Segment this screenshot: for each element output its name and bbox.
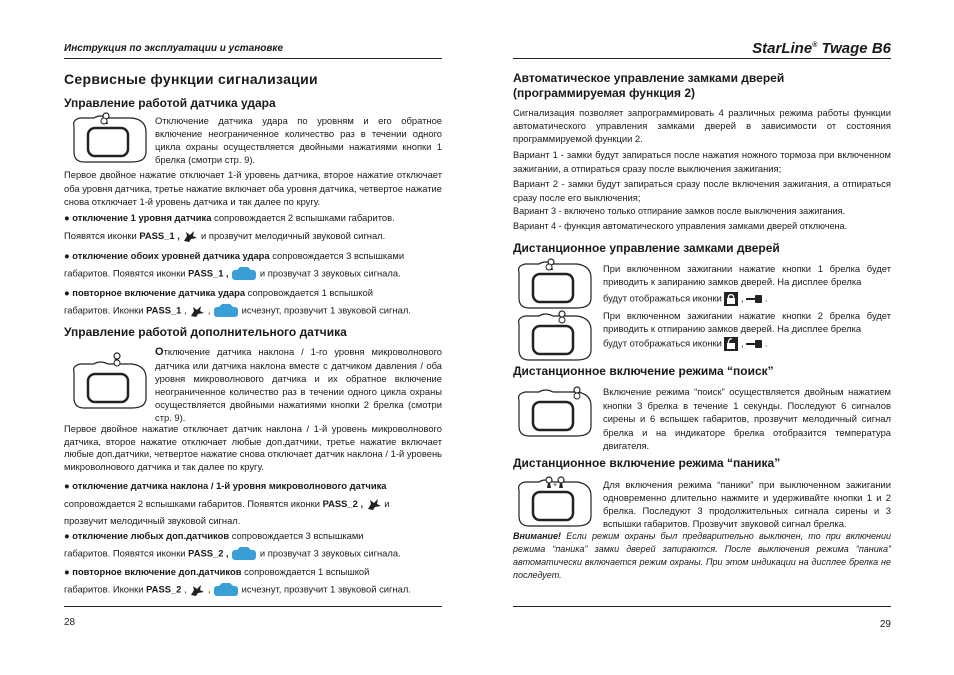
sensor-icon [189,584,205,597]
text: сопровождается 3 вспышками [229,530,364,541]
extra-bullet-2 [64,530,364,541]
text: сопровождается 1 вспышкой [241,566,370,577]
page-number: 29 [879,619,891,630]
lock-closed-icon [724,292,738,306]
bullet-dot: ● [64,287,73,298]
header-rule [513,58,891,59]
variant-1: Вариант 1 - замки будут запираться после нажатия ножного тормоза при включенном зажигании, а отпираться сразу после выключения зажигания; [513,149,891,174]
shock-bullet-3 [64,287,373,298]
key-fob-icon [515,386,595,438]
key-icon [746,340,762,348]
header-rule [64,58,442,59]
search-mode-heading: Дистанционное включение режима “поиск” [513,364,774,378]
shock-sensor-heading: Управление работой датчика удара [64,96,276,110]
text: Появятся иконки [64,230,140,241]
bold-label: отключение обоих уровней датчика удара [72,250,270,261]
key-fob-icon [515,474,595,528]
shock-bullet-1-line2 [64,230,385,243]
key-fob-icon [70,350,150,410]
drop-cap: О [155,346,164,358]
unlock-icons-line: будут отображаться иконки , . [603,337,767,351]
text: будут отображаться иконки [603,337,722,349]
key-fob-icon [70,112,150,164]
sensor-icon [366,498,382,511]
left-page [64,0,442,675]
shock-bullet-2-line2 [64,267,401,281]
registered-mark: ® [812,42,818,49]
key-fob-icon [515,310,595,362]
text: и [384,498,390,509]
auto-locks-intro: Сигнализация позволяет запрограммировать 4 различных режима работы функции автоматического управления замками дверей в зависимости от состояния программируемой функции 2. [513,107,891,144]
panic-mode-text: Для включения режима “паники” при выключенном зажигании одновременно длительно нажмите и удерживайте кнопки 1 и 2 брелка. Последуют 3 продолжительных сигнала сирены и 3 вспышки габаритов. Прозвучит звуковой сигнал брелка. [603,479,891,529]
pass-label: PASS_1 , [139,230,180,241]
unlock-text: При включенном зажигании нажатие кнопки 2 брелка будет приводить к отпиранию замков дверей. На дисплее брелка [603,310,891,334]
extra-sensor-intro [155,345,442,424]
shock-bullet-1 [64,212,395,223]
search-mode-text: Включение режима “поиск” осуществляется двойным нажатием кнопки 3 брелка в течение 1 секунды. Последуют 6 сигналов сирены и 6 вспышек габаритов, прозвучит мелодичный сигнал брелка и на индикаторе брелка отобразится температура двигателя. [603,386,891,451]
warning-label: Внимание! [513,531,562,541]
key-fob-icon [515,258,595,310]
bold-label: отключение любых доп.датчиков [72,530,230,541]
shock-paragraph: Первое двойное нажатие отключает 1-й уровень датчика, второе нажатие отключает оба уровня датчика, третье нажатие включает оба уровня датчика, четвертое нажатие снова отключает 1-й уровень датчика и так далее по кругу. [64,169,442,207]
text: сопровождается 2 вспышками габаритов. Появятся иконки [64,498,323,509]
text: сопровождается 3 вспышками [269,250,405,261]
brand-name: StarLine [752,40,813,57]
sensor-icon [182,230,198,243]
text: исчезнут, прозвучит 1 звуковой сигнал. [241,304,411,316]
sensor-icon [189,305,205,318]
footer-rule [513,606,891,607]
bullet-dot: ● [64,480,73,491]
extra-bullet-1-line2 [64,498,390,511]
pass-label: PASS_2 , [322,498,364,509]
remote-locks-heading: Дистанционное управление замками дверей [513,241,780,255]
pass-label: PASS_2 , [188,547,229,559]
section-title: Сервисные функции сигнализации [64,71,318,87]
page-number: 28 [64,617,76,628]
brand-logo [752,40,891,57]
extra-bullet-1-line3: прозвучит мелодичный звуковой сигнал. [64,515,241,526]
bullet-dot: ● [64,530,73,541]
car-sensor-icon [213,583,239,597]
bold-label: повторное включение доп.датчиков [72,566,242,577]
text: сопровождается 1 вспышкой [245,287,373,298]
key-icon [746,295,762,303]
warning-note [513,530,891,582]
bullet-dot: ● [64,212,73,223]
extra-bullet-3-line2: габаритов. Иконки PASS_2 , , исчезнут, прозвучит 1 звуковой сигнал. [64,583,411,597]
text: и прозвучат 3 звуковых сигнала. [259,267,401,279]
variant-2: Вариант 2 - замки будут запираться сразу после включения зажигания, а отпираться сразу после его выключения; [513,178,891,203]
auto-locks-heading: Автоматическое управление замками дверей (программируемая функция 2) [513,71,785,100]
text: габаритов. Иконки [64,304,147,316]
extra-sensor-heading: Управление работой дополнительного датчика [64,325,347,339]
bullet-dot: ● [64,566,73,577]
bold-label: повторное включение датчика удара [72,287,246,298]
lock-icons-line: будут отображаться иконки , . [603,292,767,306]
bold-label: отключение 1 уровня датчика [72,212,212,223]
text: габаритов. Появятся иконки [64,547,189,559]
text: исчезнут, прозвучит 1 звуковой сигнал. [241,583,411,595]
lock-open-icon [724,337,738,351]
text: будут отображаться иконки [603,292,722,304]
pass-label: PASS_1 , [188,267,229,279]
header-title: Инструкция по эксплуатации и установке [64,43,284,54]
right-page [513,0,891,675]
car-sensor-icon [213,304,239,318]
text: тключение датчика наклона / 1-го уровня микроволнового датчика или датчика наклона вместе с датчиком давления / оба уровня микроволнового датчика и их обратное включение неограниченное количество раз в течении одного цикла охраны осуществляется двойными нажатиями кнопки 2 брелка (смотри стр. 9). [155,346,442,423]
footer-rule [64,606,442,607]
shock-bullet-2 [64,250,404,261]
text: сопровождается 2 вспышками габаритов. [211,212,395,223]
extra-bullet-2-line2 [64,547,401,561]
text: Если режим охраны был предварительно выключен, то при включении режима “паника” замки дверей запираются. После выключения режима “паника” автоматически включается режим охраны. При этом индикации на дисплее брелка не последует. [513,531,891,580]
text: габаритов. Появятся иконки [64,267,189,279]
bullet-dot: ● [64,250,73,261]
pass-label: PASS_1 [146,304,182,316]
lock-text: При включенном зажигании нажатие кнопки 1 брелка будет приводить к запиранию замков дверей. На дисплее брелка [603,263,891,287]
variant-4: Вариант 4 - функция автоматического управления замками дверей отключена. [513,221,848,231]
panic-mode-heading: Дистанционное включение режима “паника” [513,456,781,470]
shock-intro: Отключение датчика удара по уровням и его обратное включение неограниченное количество раз в течении одного цикла охраны осуществляется двойными нажатиями кнопки 1 брелка (смотри стр. 9). [155,115,442,165]
extra-bullet-1 [64,480,387,491]
variant-3: Вариант 3 - включено только отпирание замков после выключения зажигания. [513,206,846,216]
model-name: Twage B6 [817,40,891,57]
bold-label: отключение датчика наклона / 1-й уровня микроволнового датчика [72,480,387,491]
text: габаритов. Иконки [64,583,147,595]
text: и прозвучит мелодичный звуковой сигнал. [201,230,386,241]
car-sensor-icon [231,267,257,281]
extra-sensor-paragraph: Первое двойное нажатие отключает датчик наклона / 1-й уровень микроволнового датчика, второе нажатие отключает любые доп.датчики, третье нажатие включает любые доп.датчики, четвертое нажатие снова отключает датчик наклона / 1-й уровень микроволнового датчика и так далее по кругу. [64,423,442,472]
extra-bullet-3 [64,566,369,577]
pass-label: PASS_2 [146,583,182,595]
svg-text:+: + [552,482,558,489]
car-sensor-icon [231,547,257,561]
shock-bullet-3-line2: габаритов. Иконки PASS_1 , , исчезнут, прозвучит 1 звуковой сигнал. [64,304,411,318]
text: и прозвучат 3 звуковых сигнала. [259,547,401,559]
